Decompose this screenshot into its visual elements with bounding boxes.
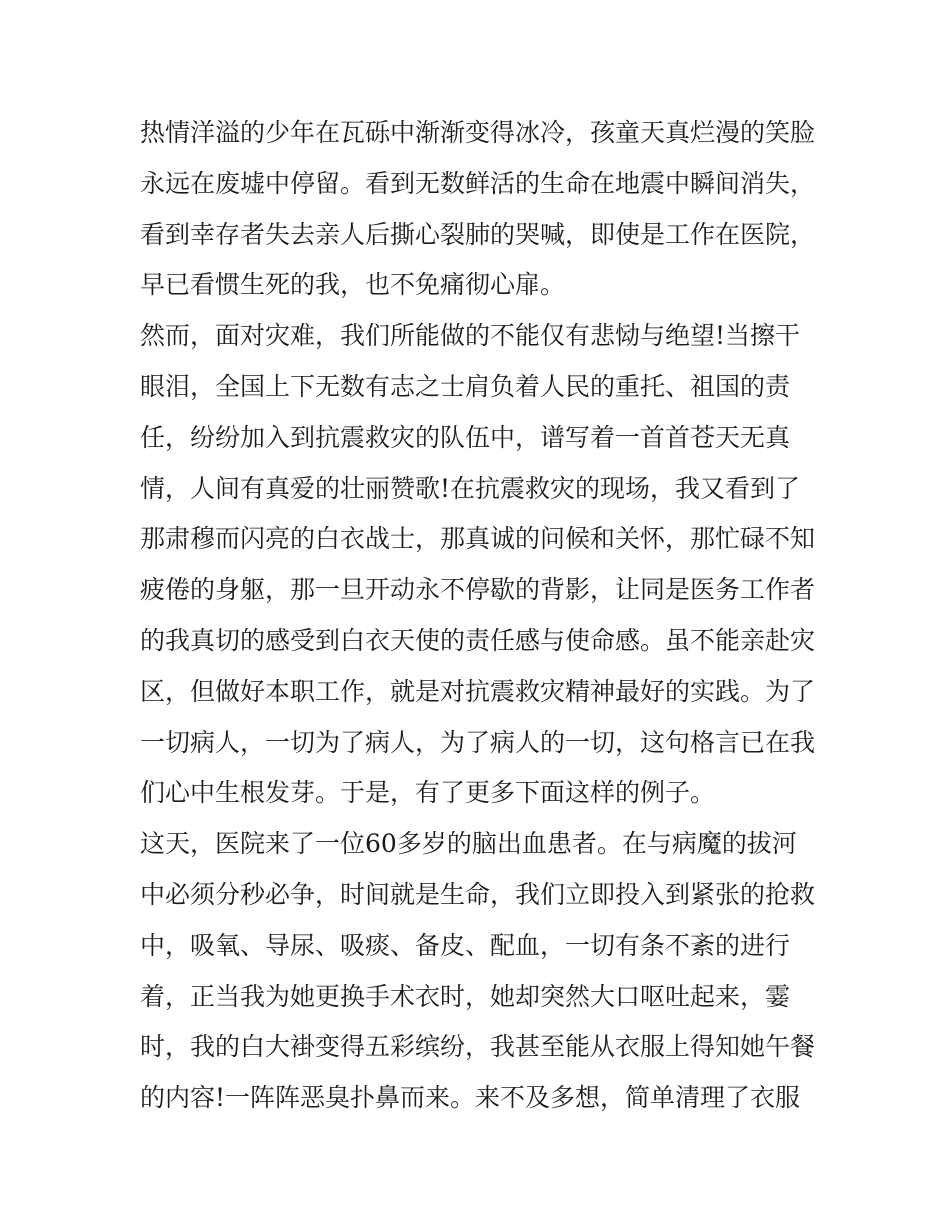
text-line-20: 的内容!一阵阵恶臭扑鼻而来。来不及多想，简单清理了衣服 bbox=[140, 1083, 801, 1113]
text-line-11: 的我真切的感受到白衣天使的责任感与使命感。虽不能亲赴灾 bbox=[140, 625, 816, 655]
text-line-10: 疲倦的身躯，那一旦开动永不停歇的背影，让同是医务工作者 bbox=[140, 575, 816, 605]
text-line-5: 然而，面对灾难，我们所能做的不能仅有悲恸与绝望!当擦干 bbox=[140, 321, 801, 351]
text-line-19: 时，我的白大褂变得五彩缤纷，我甚至能从衣服上得知她午餐 bbox=[140, 1032, 816, 1062]
text-line-3: 看到幸存者失去亲人后撕心裂肺的哭喊，即使是工作在医院， bbox=[140, 219, 816, 249]
text-line-16: 中必须分秒必争，时间就是生命，我们立即投入到紧张的抢救 bbox=[140, 879, 816, 909]
body-text bbox=[140, 108, 820, 1124]
text-line-2: 永远在废墟中停留。看到无数鲜活的生命在地震中瞬间消失， bbox=[140, 168, 816, 198]
text-line-8: 情，人间有真爱的壮丽赞歌!在抗震救灾的现场，我又看到了 bbox=[140, 473, 801, 503]
text-line-17: 中，吸氧、导尿、吸痰、备皮、配血，一切有条不紊的进行 bbox=[140, 930, 791, 960]
text-line-12: 区，但做好本职工作，就是对抗震救灾精神最好的实践。为了 bbox=[140, 676, 816, 706]
text-line-18: 着，正当我为她更换手术衣时，她却突然大口呕吐起来，霎 bbox=[140, 981, 791, 1011]
text-line-7: 任，纷纷加入到抗震救灾的队伍中，谱写着一首首苍天无真 bbox=[140, 422, 791, 452]
text-line-13: 一切病人，一切为了病人，为了病人的一切，这句格言已在我 bbox=[140, 727, 816, 757]
text-line-1: 热情洋溢的少年在瓦砾中渐渐变得冰冷，孩童天真烂漫的笑脸 bbox=[140, 118, 816, 147]
text-line-6: 眼泪，全国上下无数有志之士肩负着人民的重托、祖国的责 bbox=[140, 371, 791, 401]
text-line-4: 早已看惯生死的我，也不免痛彻心扉。 bbox=[140, 270, 566, 300]
text-line-14: 们心中生根发芽。于是，有了更多下面这样的例子。 bbox=[140, 778, 716, 808]
text-line-9: 那肃穆而闪亮的白衣战士，那真诚的问候和关怀，那忙碌不知 bbox=[140, 524, 816, 554]
text-line-15: 这天，医院来了一位60多岁的脑出血患者。在与病魔的拔河 bbox=[140, 829, 797, 859]
